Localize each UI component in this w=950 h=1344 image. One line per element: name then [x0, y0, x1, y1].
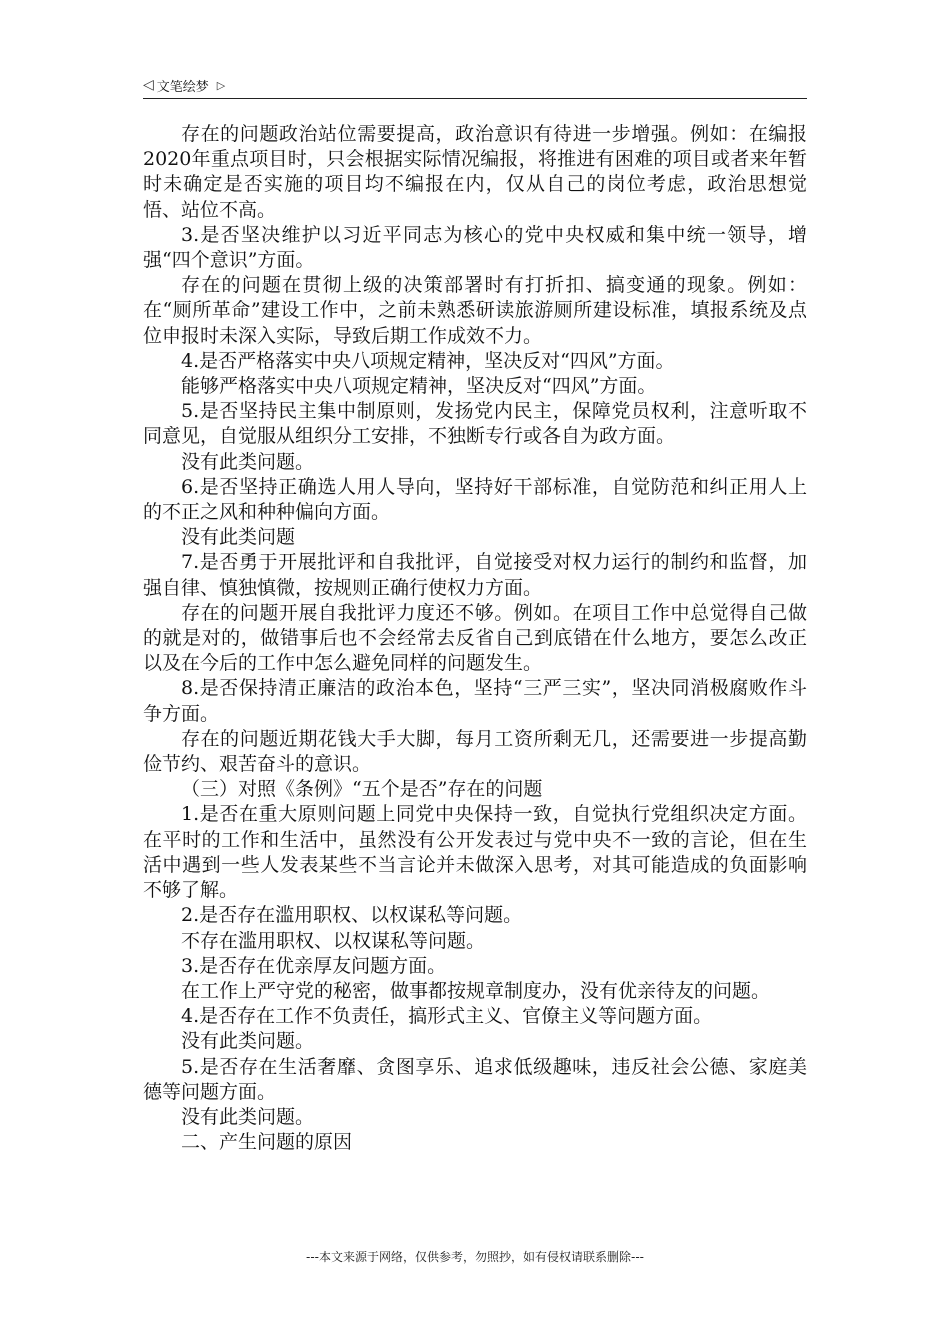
paragraph: 1.是否在重大原则问题上同党中央保持一致，自觉执行党组织决定方面。在平时的工作和生活中，虽然没有公开发表过与党中央不一致的言论，但在生活中遇到一些人发表某些不当言论并未做深入思考，对其可能造成的负面影响不够了解。 — [143, 803, 807, 902]
paragraph: 没有此类问题。 — [181, 1030, 315, 1053]
paragraph: 4.是否严格落实中央八项规定精神，坚决反对“四风”方面。 — [181, 349, 675, 372]
paragraph: 4.是否存在工作不负责任，搞形式主义、官僚主义等问题方面。 — [181, 1005, 713, 1028]
paragraph: 存在的问题近期花钱大手大脚，每月工资所剩无几，还需要进一步提高勤俭节约、艰苦奋斗的意识。 — [143, 727, 807, 776]
paragraph: 能够严格落实中央八项规定精神，坚决反对“四风”方面。 — [181, 375, 657, 398]
page-footer: ---本文来源于网络，仅供参考，勿照抄，如有侵权请联系删除--- — [306, 1250, 644, 1264]
paragraph: 3.是否坚决维护以习近平同志为核心的党中央权威和集中统一领导，增强“四个意识”方面。 — [143, 223, 807, 272]
paragraph: 存在的问题开展自我批评力度还不够。例如。在项目工作中总觉得自己做的就是对的，做错事后也不会经常去反省自己到底错在什么地方，要怎么改正以及在今后的工作中怎么避免同样的问题发生。 — [143, 601, 807, 675]
paragraph: 2.是否存在滥用职权、以权谋私等问题。 — [181, 904, 523, 927]
page-header — [143, 72, 807, 99]
section-heading: （三）对照《条例》“五个是否”存在的问题 — [181, 778, 543, 801]
paragraph: 7.是否勇于开展批评和自我批评，自觉接受对权力运行的制约和监督，加强自律、慎独慎微，按规则正确行使权力方面。 — [143, 551, 807, 599]
header-title: 文笔绘梦 — [156, 79, 209, 95]
paragraph: 没有此类问题 — [181, 526, 296, 549]
paragraph: 存在的问题在贯彻上级的决策部署时有打折扣、搞变通的现象。例如：在“厕所革命”建设工作中，之前未熟悉研读旅游厕所建设标准，填报系统及点位申报时未深入实际，导致后期工作成效不力。 — [143, 274, 807, 347]
document-body — [143, 122, 807, 1155]
paragraph: 5.是否存在生活奢靡、贪图享乐、追求低级趣味，违反社会公德、家庭美德等问题方面。 — [143, 1055, 807, 1103]
paragraph: 3.是否存在优亲厚友问题方面。 — [181, 954, 447, 977]
paragraph: 存在的问题政治站位需要提高，政治意识有待进一步增强。例如：在编报2020年重点项目时，只会根据实际情况编报，将推进有困难的项目或者来年暂时未确定是否实施的项目均不编报在内，仅从自己的岗位考虑，政治思想觉悟、站位不高。 — [143, 123, 807, 221]
paragraph: 没有此类问题。 — [181, 1105, 315, 1128]
triangle-left-icon: ◁ — [143, 77, 154, 93]
triangle-right-icon: ▷ — [216, 78, 226, 92]
paragraph: 没有此类问题。 — [181, 450, 315, 473]
section-heading: 二、产生问题的原因 — [181, 1131, 353, 1154]
paragraph: 不存在滥用职权、以权谋私等问题。 — [181, 929, 486, 952]
paragraph: 在工作上严守党的秘密，做事都按规章制度办，没有优亲待友的问题。 — [181, 979, 771, 1002]
paragraph: 5.是否坚持民主集中制原则，发扬党内民主，保障党员权利，注意听取不同意见，自觉服从组织分工安排，不独断专行或各自为政方面。 — [143, 400, 807, 448]
paragraph: 8.是否保持清正廉洁的政治本色，坚持“三严三实”，坚决同消极腐败作斗争方面。 — [143, 677, 807, 725]
paragraph: 6.是否坚持正确选人用人导向，坚持好干部标准，自觉防范和纠正用人上的不正之风和种种偏向方面。 — [143, 475, 807, 524]
